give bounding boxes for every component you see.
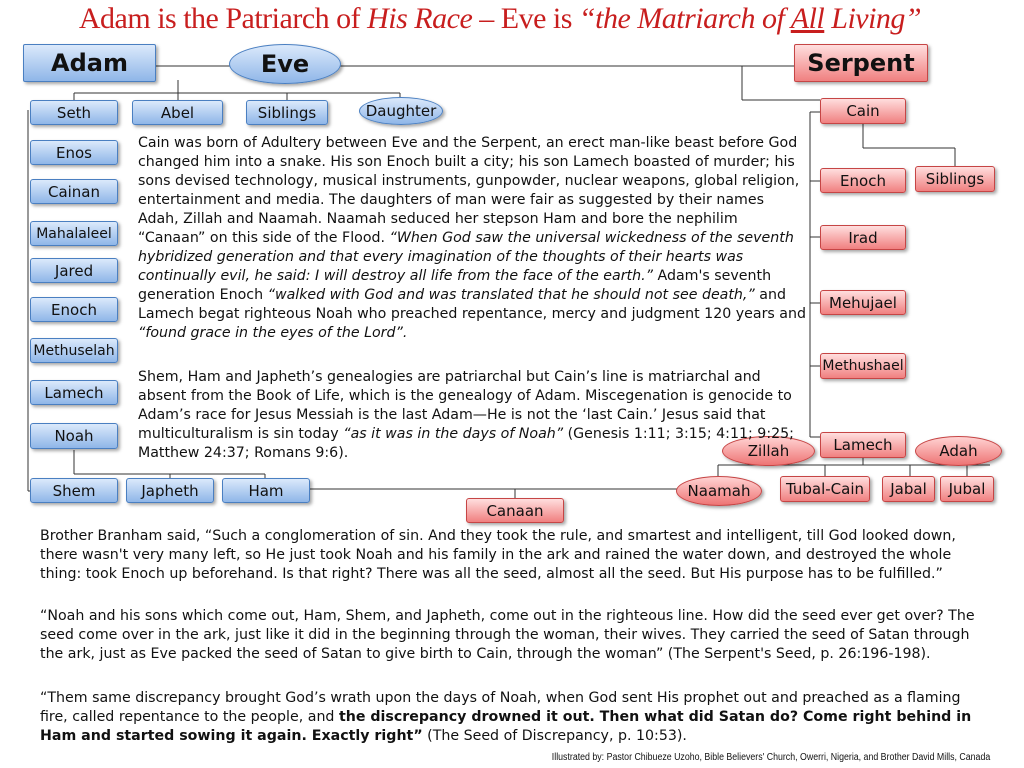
node-cain: Cain xyxy=(820,98,906,124)
node-lamech-left: Lamech xyxy=(30,380,118,405)
node-shem: Shem xyxy=(30,478,118,503)
node-serpent: Serpent xyxy=(794,44,928,82)
node-enoch-left: Enoch xyxy=(30,297,118,322)
node-mahalaleel: Mahalaleel xyxy=(30,221,118,246)
node-cainan: Cainan xyxy=(30,179,118,204)
node-seth: Seth xyxy=(30,100,118,125)
node-tubal-cain: Tubal-Cain xyxy=(780,476,870,502)
node-naamah: Naamah xyxy=(676,476,762,506)
center-paragraph-2: Shem, Ham and Japheth’s genealogies are patriarchal but Cain’s line is matriarchal and absent from the Book of Life, which is the genealogy of Adam. Miscegenation is genocide to Adam’s race for Jesus Messiah is the last Adam—He is not the ‘last Cain.’ Jesus said that multiculturalism is sin today “as it was in the days of Noah” (Genesis 1:11; 3:15; 4:11; 9:25; Matthew 24:37; Romans 9:6). xyxy=(138,369,794,461)
node-methushael: Methushael xyxy=(820,353,906,379)
node-enos: Enos xyxy=(30,140,118,165)
node-zillah: Zillah xyxy=(722,436,815,466)
node-siblings-right: Siblings xyxy=(915,166,995,192)
node-adam: Adam xyxy=(23,44,156,82)
credit-line: Illustrated by: Pastor Chibueze Uzoho, Bible Believers' Church, Owerri, Nigeria, and Brother David Mills, Canada xyxy=(551,752,990,763)
page-title: Adam is the Patriarch of His Race – Eve is “the Matriarch of All Living” xyxy=(78,2,922,35)
node-lamech-right: Lamech xyxy=(820,432,906,458)
node-methuselah: Methuselah xyxy=(30,338,118,363)
node-noah: Noah xyxy=(30,423,118,449)
node-jabal: Jabal xyxy=(882,476,935,502)
node-daughter: Daughter xyxy=(359,97,443,125)
node-irad: Irad xyxy=(820,225,906,250)
node-jared: Jared xyxy=(30,258,118,283)
node-japheth: Japheth xyxy=(126,478,214,503)
node-abel: Abel xyxy=(132,100,223,125)
quote-1: Brother Branham said, “Such a conglomeration of sin. And they took the rule, and smartest and intelligent, till God looked down, there wasn't very many left, so He just took Noah and his family in the ark and rained the water down, and destroyed the whole thing: took Enoch up beforehand. Is that right? There was all the seed, almost all the seed. But His purpose has to be fulfilled.” xyxy=(40,528,956,582)
node-canaan: Canaan xyxy=(466,498,564,523)
node-eve: Eve xyxy=(229,44,341,84)
node-adah: Adah xyxy=(915,436,1002,466)
quote-3: “Them same discrepancy brought God’s wrath upon the days of Noah, when God sent His prophet out and preached as a flaming fire, called repentance to the people, and the discrepancy drowned it out. Then what did Satan do? Come right behind in Ham and started sowing it again. Exactly right” (The Seed of Discrepancy, p. 10:53). xyxy=(40,690,972,744)
node-jubal: Jubal xyxy=(940,476,994,502)
quote-2: “Noah and his sons which come out, Ham, Shem, and Japheth, come out in the righteous line. How did the seed ever get over? The seed come over in the ark, just like it did in the beginning through the woman, their wives. They carried the seed of Satan through the ark, just as Eve packed the seed of Satan to give birth to Cain, through the woman” (The Serpent's Seed, p. 26:196-198). xyxy=(40,608,975,662)
center-paragraph-1: Cain was born of Adultery between Eve and the Serpent, an erect man-like beast before God changed him into a snake. His son Enoch built a city; his son Lamech boasted of murder; his sons devised technology, musical instruments, gunpowder, nuclear weapons, global religion, entertainment and media. The daughters of man were fair as suggested by their names Adah, Zillah and Naamah. Naamah seduced her stepson Ham and bore the nephilim “Canaan” on this side of the Flood. “When God saw the universal wickedness of the seventh hybridized generation and that every imagination of the thoughts of their hearts was continually evil, he said: I will destroy all life from the face of the earth.” Adam's seventh generation Enoch “walked with God and was translated that he should not see death,” and Lamech begat righteous Noah who preached repentance, mercy and judgment 120 years and “found grace in the eyes of the Lord”. xyxy=(138,135,806,341)
node-mehujael: Mehujael xyxy=(820,290,906,315)
node-siblings-left: Siblings xyxy=(246,100,328,125)
node-ham: Ham xyxy=(222,478,310,503)
node-enoch-right: Enoch xyxy=(820,168,906,193)
